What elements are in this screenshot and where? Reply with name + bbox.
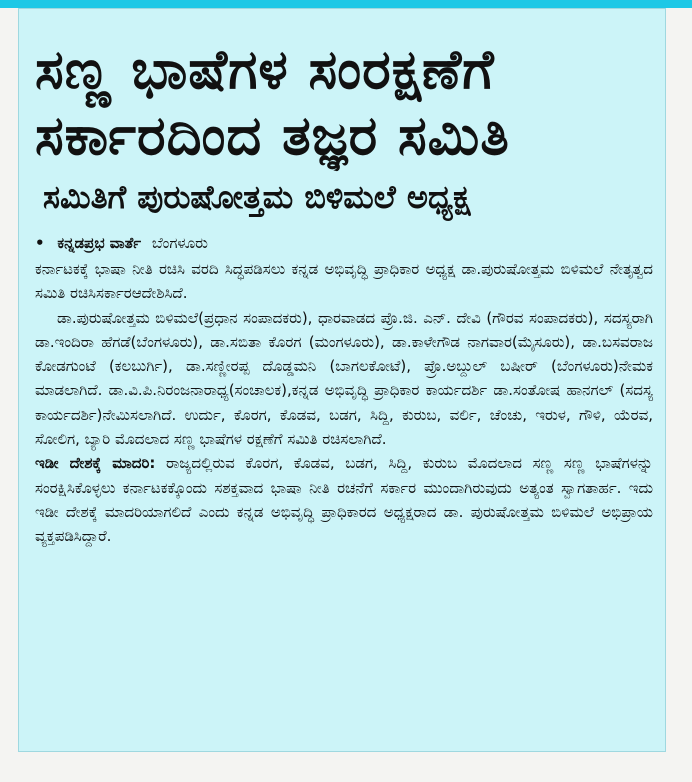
headline-line-2: ಸರ್ಕಾರದಿಂದ ತಜ್ಞರ ಸಮಿತಿ [35, 104, 510, 167]
paragraph-1: ಕರ್ನಾಟಕಕ್ಕೆ ಭಾಷಾ ನೀತಿ ರಚಿಸಿ ವರದಿ ಸಿದ್ಧಪಡಿಸಲು ಕನ್ನಡ ಅಭಿವೃದ್ಧಿ ಪ್ರಾಧಿಕಾರ ಅಧ್ಯಕ್ಷ ಡಾ.ಪುರುಷೋತ್ತಮ ಬಿಳಿಮಲೆ ನೇತೃತ್ವದ ಸಮಿತಿ ರಚಿಸಿಸರ್ಕಾರಆದೇಶಿಸಿದೆ. [35, 260, 653, 303]
paragraph-3-body: ರಾಜ್ಯದಲ್ಲಿರುವ ಕೊರಗ, ಕೊಡವ, ಬಡಗ, ಸಿದ್ದಿ, ಕುರುಬ ಮೊದಲಾದ ಸಣ್ಣ ಸಣ್ಣ ಭಾಷೆಗಳನ್ನು ಸಂರಕ್ಷಿಸಿಕೊಳ್ಳಲು ಕರ್ನಾಟಕಕ್ಕೊಂದು ಸಶಕ್ತವಾದ ಭಾಷಾ ನೀತಿ ರಚನೆಗೆ ಸರ್ಕಾರ ಮುಂದಾಗಿರುವುದು ಅತ್ಯಂತ ಸ್ವಾಗತಾರ್ಹ. ಇದು ಇಡೀ ದೇಶಕ್ಕೆ ಮಾದರಿಯಾಗಲಿದೆ ಎಂದು ಕನ್ನಡ ಅಭಿವೃದ್ಧಿ ಪ್ರಾಧಿಕಾರದ ಅಧ್ಯಕ್ಷರಾದ ಡಾ. ಪುರುಷೋತ್ತಮ ಬಿಳಿಮಲೆ ಅಭಿಪ್ರಾಯ ವ್ಯಕ್ತಪಡಿಸಿದ್ದಾರೆ. [35, 454, 653, 546]
headline [35, 37, 653, 169]
headline-line-1: ಸಣ್ಣ ಭಾಷೆಗಳ ಸಂರಕ್ಷಣೆಗೆ [35, 38, 495, 101]
paragraph-3 [35, 451, 653, 548]
bullet-icon: • [35, 234, 45, 252]
paragraph-3-lead: ಇಡೀ ದೇಶಕ್ಕೆ ಮಾದರಿ: [35, 454, 156, 473]
subheadline: ಸಮಿತಿಗೆ ಪುರುಷೋತ್ತಮ ಬಿಳಿಮಲೆ ಅಧ್ಯಕ್ಷ [43, 178, 471, 216]
byline-place: ಬೆಂಗಳೂರು [151, 234, 208, 252]
paragraph-2: ಡಾ.ಪುರುಷೋತ್ತಮ ಬಿಳಿಮಲೆ(ಪ್ರಧಾನ ಸಂಪಾದಕರು), ಧಾರವಾಡದ ಪ್ರೊ.ಜಿ. ಎನ್. ದೇವಿ (ಗೌರವ ಸಂಪಾದಕರು), ಸದಸ್ಯರಾಗಿ ಡಾ.ಇಂದಿರಾ ಹೆಗಡೆ(ಬೆಂಗಳೂರು), ಡಾ.ಸಬಿತಾ ಕೊರಗ (ಮಂಗಳೂರು), ಡಾ.ಕಾಳೇಗೌಡ ನಾಗವಾರ(ಮೈಸೂರು), ಡಾ.ಬಸವರಾಜ ಕೋಡಗುಂಟೆ (ಕಲಬುರ್ಗಿ), ಡಾ.ಸಣ್ಣೀರಪ್ಪ ದೊಡ್ಡಮನಿ (ಬಾಗಲಕೋಟೆ), ಪ್ರೊ.ಅಬ್ದುಲ್ ಬಷೀರ್ (ಬೆಂಗಳೂರು)ನೇಮಕ ಮಾಡಲಾಗಿದೆ. ಡಾ.ವಿ.ಪಿ.ನಿರಂಜನಾರಾಧ್ಯ(ಸಂಚಾಲಕ),ಕನ್ನಡ ಅಭಿವೃದ್ಧಿ ಪ್ರಾಧಿಕಾರ ಕಾರ್ಯದರ್ಶಿ ಡಾ.ಸಂತೋಷ ಹಾನಗಲ್ (ಸದಸ್ಯ ಕಾರ್ಯದರ್ಶಿ)ನೇಮಿಸಲಾಗಿದೆ. ಉರ್ದು, ಕೊರಗ, ಕೊಡವ, ಬಡಗ, ಸಿದ್ದಿ, ಕುರುಬ, ವರ್ಲಿ, ಚೆಂಚು, ಇರುಳ, ಗೌಳಿ, ಯೆರವ, ಸೋಲಿಗ, ಬ್ಯಾರಿ ಮೊದಲಾದ ಸಣ್ಣ ಭಾಷೆಗಳ ರಕ್ಷಣೆಗೆ ಸಮಿತಿ ರಚಿಸಲಾಗಿದೆ. [35, 308, 653, 449]
byline [35, 231, 653, 255]
byline-source: ಕನ್ನಡಪ್ರಭ ವಾರ್ತೆ [57, 234, 142, 252]
news-clipping [18, 8, 666, 752]
bottom-bar [0, 752, 692, 782]
top-accent-strip [0, 0, 692, 8]
